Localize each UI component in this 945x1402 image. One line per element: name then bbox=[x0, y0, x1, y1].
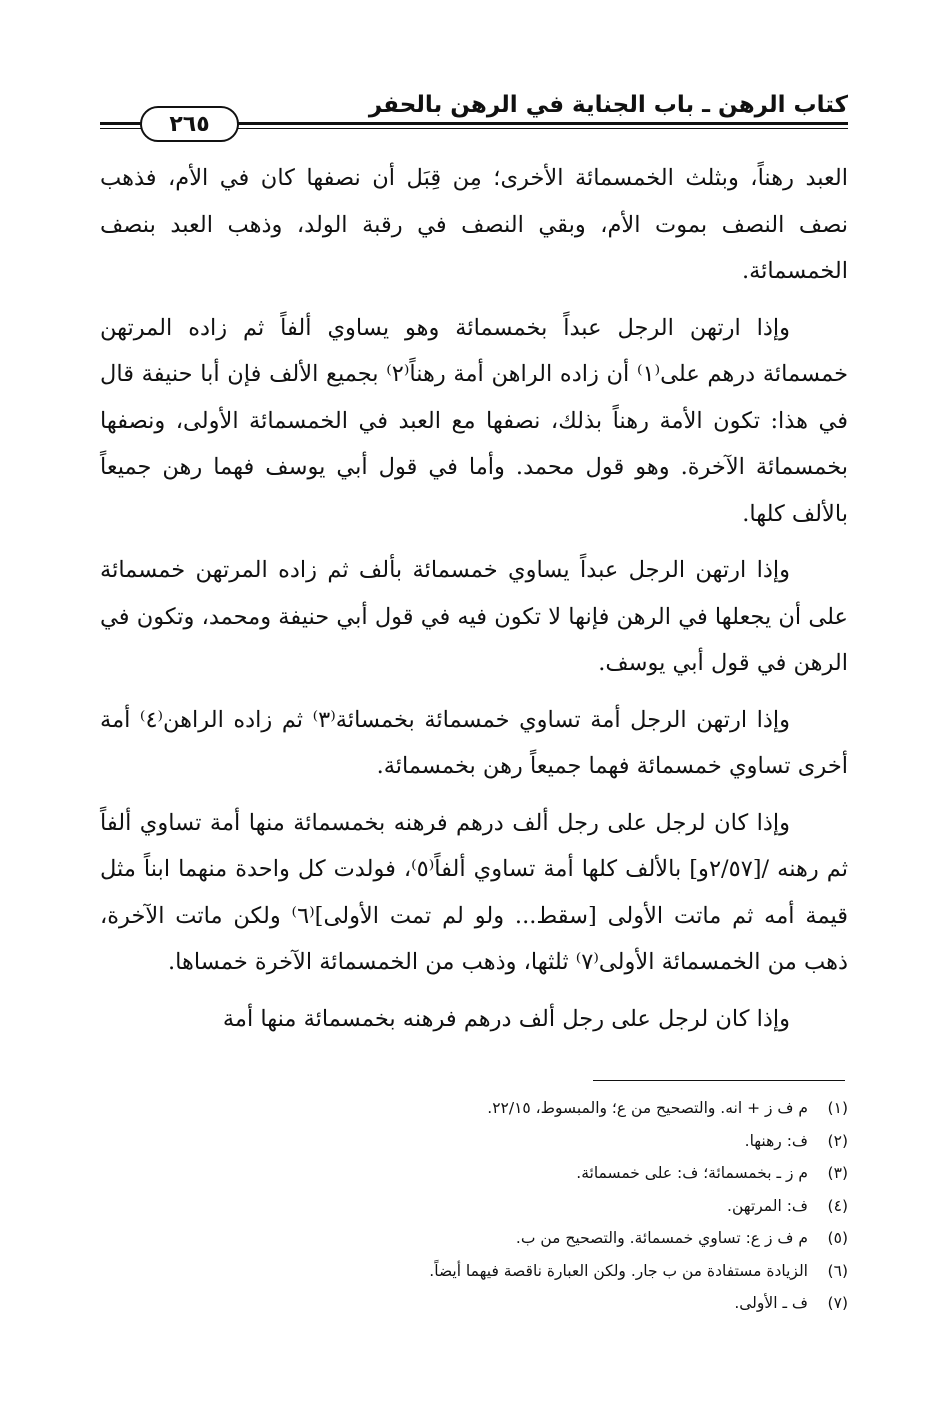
footnote bbox=[100, 1255, 848, 1288]
footnote-number: (٣) bbox=[827, 1164, 848, 1182]
footnote-text: م ف ز ع: تساوي خمسمائة. والتصحيح من ب. bbox=[515, 1229, 808, 1247]
paragraph: وإذا كان لرجل على رجل ألف درهم فرهنه بخمسمائة منها أمة تساوي ألفاً ثم رهنه /[٢/٥٧و] بالألف كلها أمة تساوي ألفاً⁽٥⁾، فولدت كل واحدة منهما ابناً مثل قيمة أمه ثم ماتت الأولى [سقط... ولو لم تمت الأولى]⁽٦⁾ ولكن ماتت الآخرة، ذهب من الخمسمائة الأولى⁽٧⁾ ثلثها، وذهب من الخمسمائة الآخرة خمساها. bbox=[100, 809, 849, 975]
footnote-text: ف: المرتهن. bbox=[727, 1196, 808, 1215]
footnote-text: ف: رهنها. bbox=[744, 1131, 808, 1150]
footnote-text: ف ـ الأولى. bbox=[734, 1294, 808, 1312]
footnote-separator bbox=[593, 1080, 845, 1081]
paragraph: وإذا ارتهن الرجل عبداً يساوي خمسمائة بألف ثم زاده المرتهن خمسمائة على أن يجعلها في الرهن فإنها لا تكون فيه في قول أبي حنيفة ومحمد، وتكون في الرهن في قول أبي يوسف. bbox=[100, 557, 848, 676]
paragraph: العبد رهناً، وبثلث الخمسمائة الأخرى؛ مِن قِبَل أن نصفها كان في الأم، فذهب نصف النصف بموت الأم، وبقي النصف في رقبة الولد، وذهب العبد بنصف الخمسمائة. bbox=[100, 165, 848, 284]
footnote bbox=[100, 1190, 848, 1223]
paragraph: وإذا كان لرجل على رجل ألف درهم فرهنه بخمسمائة منها أمة bbox=[222, 1005, 790, 1032]
footnote-text: م ز ـ بخمسمائة؛ ف: على خمسمائة. bbox=[576, 1164, 808, 1182]
footnote-number: (٦) bbox=[827, 1261, 848, 1280]
footnote bbox=[100, 1157, 848, 1190]
footnote bbox=[100, 1092, 848, 1125]
footnote-number: (٤) bbox=[827, 1196, 848, 1215]
footnote-number: (٧) bbox=[827, 1294, 848, 1312]
footnote-text: م ف ز + انه. والتصحيح من ع؛ والمبسوط، ٢٢/١٥. bbox=[487, 1099, 808, 1117]
footnote-number: (٥) bbox=[827, 1229, 848, 1247]
footnote bbox=[100, 1287, 848, 1320]
footnotes bbox=[100, 1092, 848, 1320]
paragraph: وإذا ارتهن الرجل عبداً بخمسمائة وهو يساوي ألفاً ثم زاده المرتهن خمسمائة درهم على⁽١⁾ أن زاده الراهن أمة رهناً⁽٢⁾ بجميع الألف فإن أبا حنيفة قال في هذا: تكون الأمة رهناً بذلك، نصفها مع العبد في الخمسمائة الأولى، ونصفها بخمسمائة الآخرة. وهو قول محمد. وأما في قول أبي يوسف فهما رهن جميعاً بالألف كلها. bbox=[100, 314, 848, 527]
page-number-frame bbox=[140, 106, 239, 142]
footnote-number: (١) bbox=[827, 1099, 848, 1117]
page-number: ٢٦٥ bbox=[169, 111, 210, 137]
body-text bbox=[100, 155, 848, 1052]
footnote-number: (٢) bbox=[827, 1131, 848, 1150]
running-title: كتاب الرهن ـ باب الجناية في الرهن بالحفر bbox=[368, 92, 848, 118]
footnote bbox=[100, 1125, 848, 1158]
page-header bbox=[100, 82, 848, 146]
footnote bbox=[100, 1222, 848, 1255]
paragraph: وإذا ارتهن الرجل أمة تساوي خمسمائة بخمسائة⁽٣⁾ ثم زاده الراهن⁽٤⁾ أمة أخرى تساوي خمسمائة فهما جميعاً رهن بخمسمائة. bbox=[100, 706, 848, 779]
footnote-text: الزيادة مستفادة من ب جار. ولكن العبارة ناقصة فيهما أيضاً. bbox=[429, 1261, 808, 1280]
